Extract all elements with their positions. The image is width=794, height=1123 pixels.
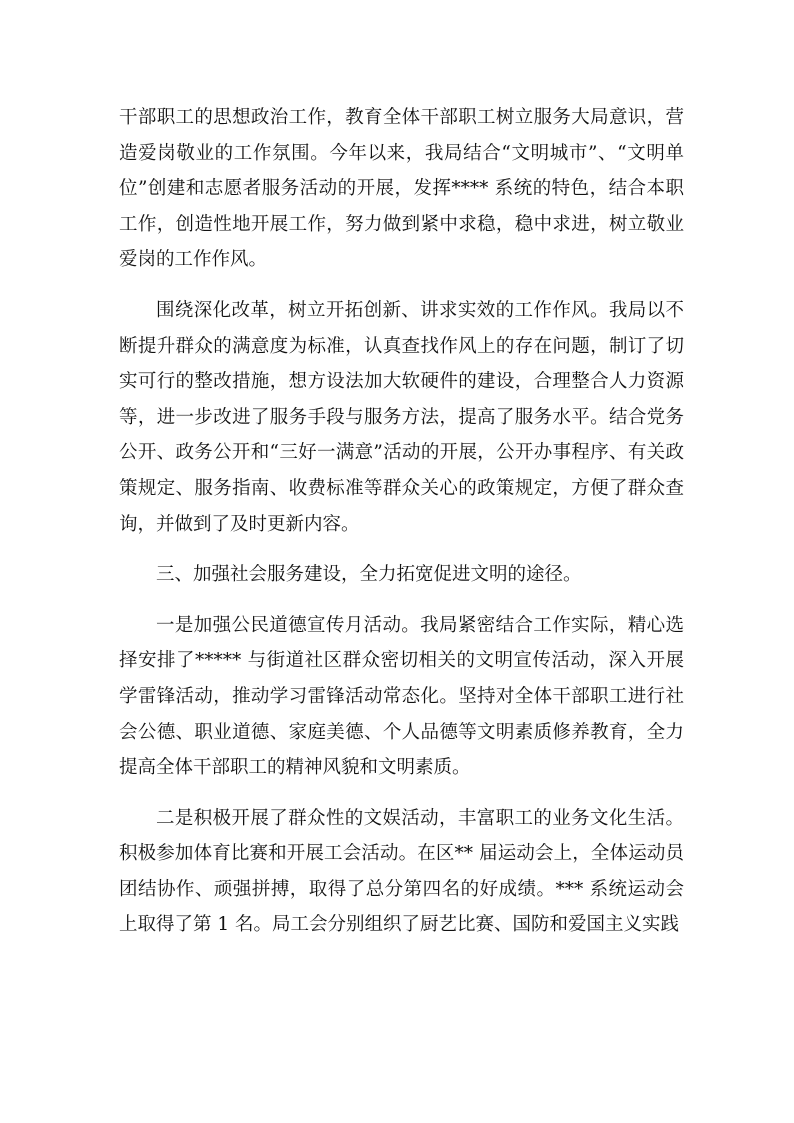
section-heading-three: 三、加强社会服务建设，全力拓宽促进文明的途径。 xyxy=(156,564,582,586)
paragraph-continuation: 干部职工的思想政治工作，教育全体干部职工树立服务大局意识，营造爱岗敬业的工作氛围。今年以来，我局结合“文明城市”、“文明单位”创建和志愿者服务活动的开展，发挥**** 系统的特色，结合本职工作，创造性地开展工作，努力做到紧中求稳，稳中求进，树立敬业爱岗的工作作风。 xyxy=(119,107,684,271)
document-body xyxy=(119,100,684,958)
paragraph-moral-month: 一是加强公民道德宣传月活动。我局紧密结合工作实际，精心选择安排了***** 与街道社区群众密切相关的文明宣传活动，深入开展学雷锋活动，推动学习雷锋活动常态化。坚持对全体干部职工进行社会公德、职业道德、家庭美德、个人品德等文明素质修养教育，全力提高全体干部职工的精神风貌和文明素质。 xyxy=(119,614,684,779)
paragraph-cultural-activities: 二是积极开展了群众性的文娱活动，丰富职工的业务文化生活。积极参加体育比赛和开展工会活动。在区** 届运动会上，全体运动员团结协作、顽强拼搏，取得了总分第四名的好成绩。*** 系统运动会上取得了第 1 名。局工会分别组织了厨艺比赛、国防和爱国主义实践 xyxy=(119,807,684,936)
paragraph-work-style: 围绕深化改革，树立开拓创新、讲求实效的工作作风。我局以不断提升群众的满意度为标准，认真查找作风上的存在问题，制订了切实可行的整改措施，想方设法加大软硬件的建设，合理整合人力资源等，进一步改进了服务手段与服务方法，提高了服务水平。结合党务公开、政务公开和“三好一满意”活动的开展，公开办事程序、有关政策规定、服务指南、收费标准等群众关心的政策规定，方便了群众查询，并做到了及时更新内容。 xyxy=(119,299,684,535)
